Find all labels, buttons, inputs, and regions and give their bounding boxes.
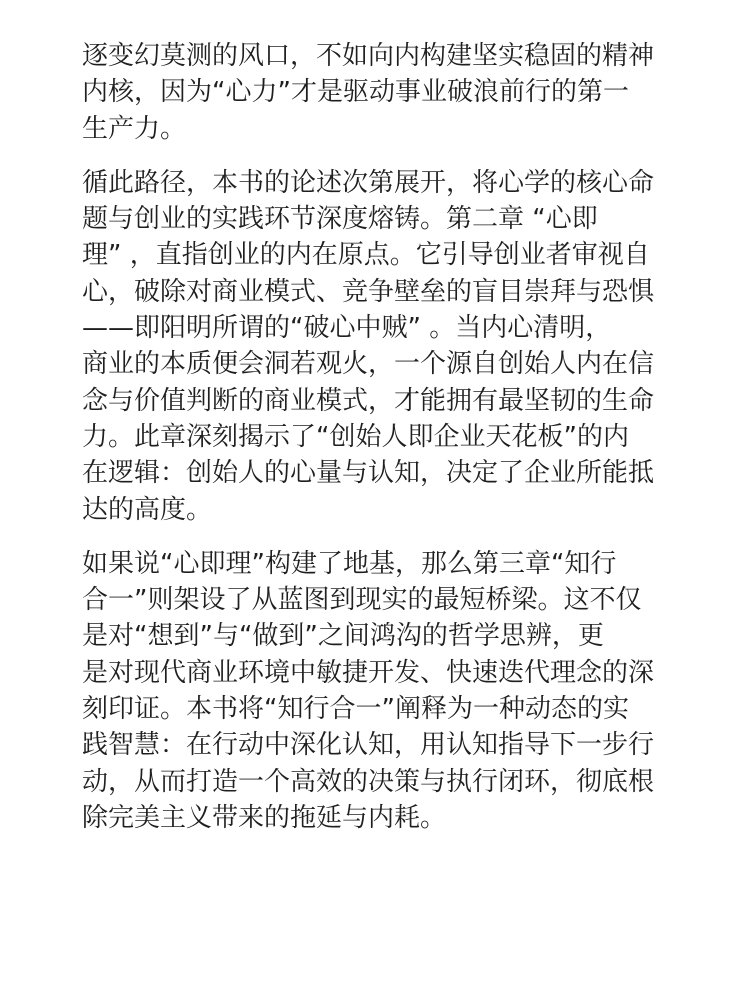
text-line: 践智慧：在行动中深化认知，用认知指导下一步行: [82, 730, 655, 761]
paragraph-3: [82, 546, 672, 836]
text-line: 力。此章深刻揭示了“创始人即企业天花板”的内: [82, 421, 629, 452]
text-line: 内核，因为“心力”才是驱动事业破浪前行的第一: [82, 77, 629, 108]
text-line: 理” ，直指创业的内在原点。它引导创业者审视自: [82, 240, 650, 271]
text-line: 是对“想到”与“做到”之间鸿沟的哲学思辨，更: [82, 621, 604, 652]
text-line: 逐变幻莫测的风口，不如向内构建坚实稳固的精神: [82, 41, 655, 71]
paragraph-1: [82, 38, 672, 147]
text-line: 循此路径，本书的论述次第展开，将心学的核心命: [82, 167, 655, 198]
article-body: [82, 38, 672, 854]
text-line: 合一”则架设了从蓝图到现实的最短桥梁。这不仅: [82, 585, 642, 616]
text-line: 如果说“心即理”构建了地基，那么第三章“知行: [82, 548, 617, 579]
paragraph-2: [82, 165, 672, 528]
text-line: 在逻辑：创始人的心量与认知，决定了企业所能抵: [82, 458, 655, 489]
text-line: 商业的本质便会洞若观火，一个源自创始人内在信: [82, 349, 655, 380]
text-line: 念与价值判断的商业模式，才能拥有最坚韧的生命: [82, 385, 655, 416]
text-line: 刻印证。本书将“知行合一”阐释为一种动态的实: [82, 694, 629, 725]
text-line: 心，破除对商业模式、竞争壁垒的盲目崇拜与恐惧: [82, 276, 655, 307]
text-line: 动，从而打造一个高效的决策与执行闭环，彻底根: [82, 766, 655, 797]
text-line: 达的高度。: [82, 494, 213, 525]
text-line: ——即阳明所谓的“破心中贼” 。当内心清明，: [82, 313, 612, 344]
text-line: 题与创业的实践环节深度熔铸。第二章 “心即: [82, 204, 598, 235]
text-line: 是对现代商业环境中敏捷开发、快速迭代理念的深: [82, 657, 655, 688]
text-line: 除完美主义带来的拖延与内耗。: [82, 802, 447, 833]
text-line: 生产力。: [82, 113, 187, 144]
